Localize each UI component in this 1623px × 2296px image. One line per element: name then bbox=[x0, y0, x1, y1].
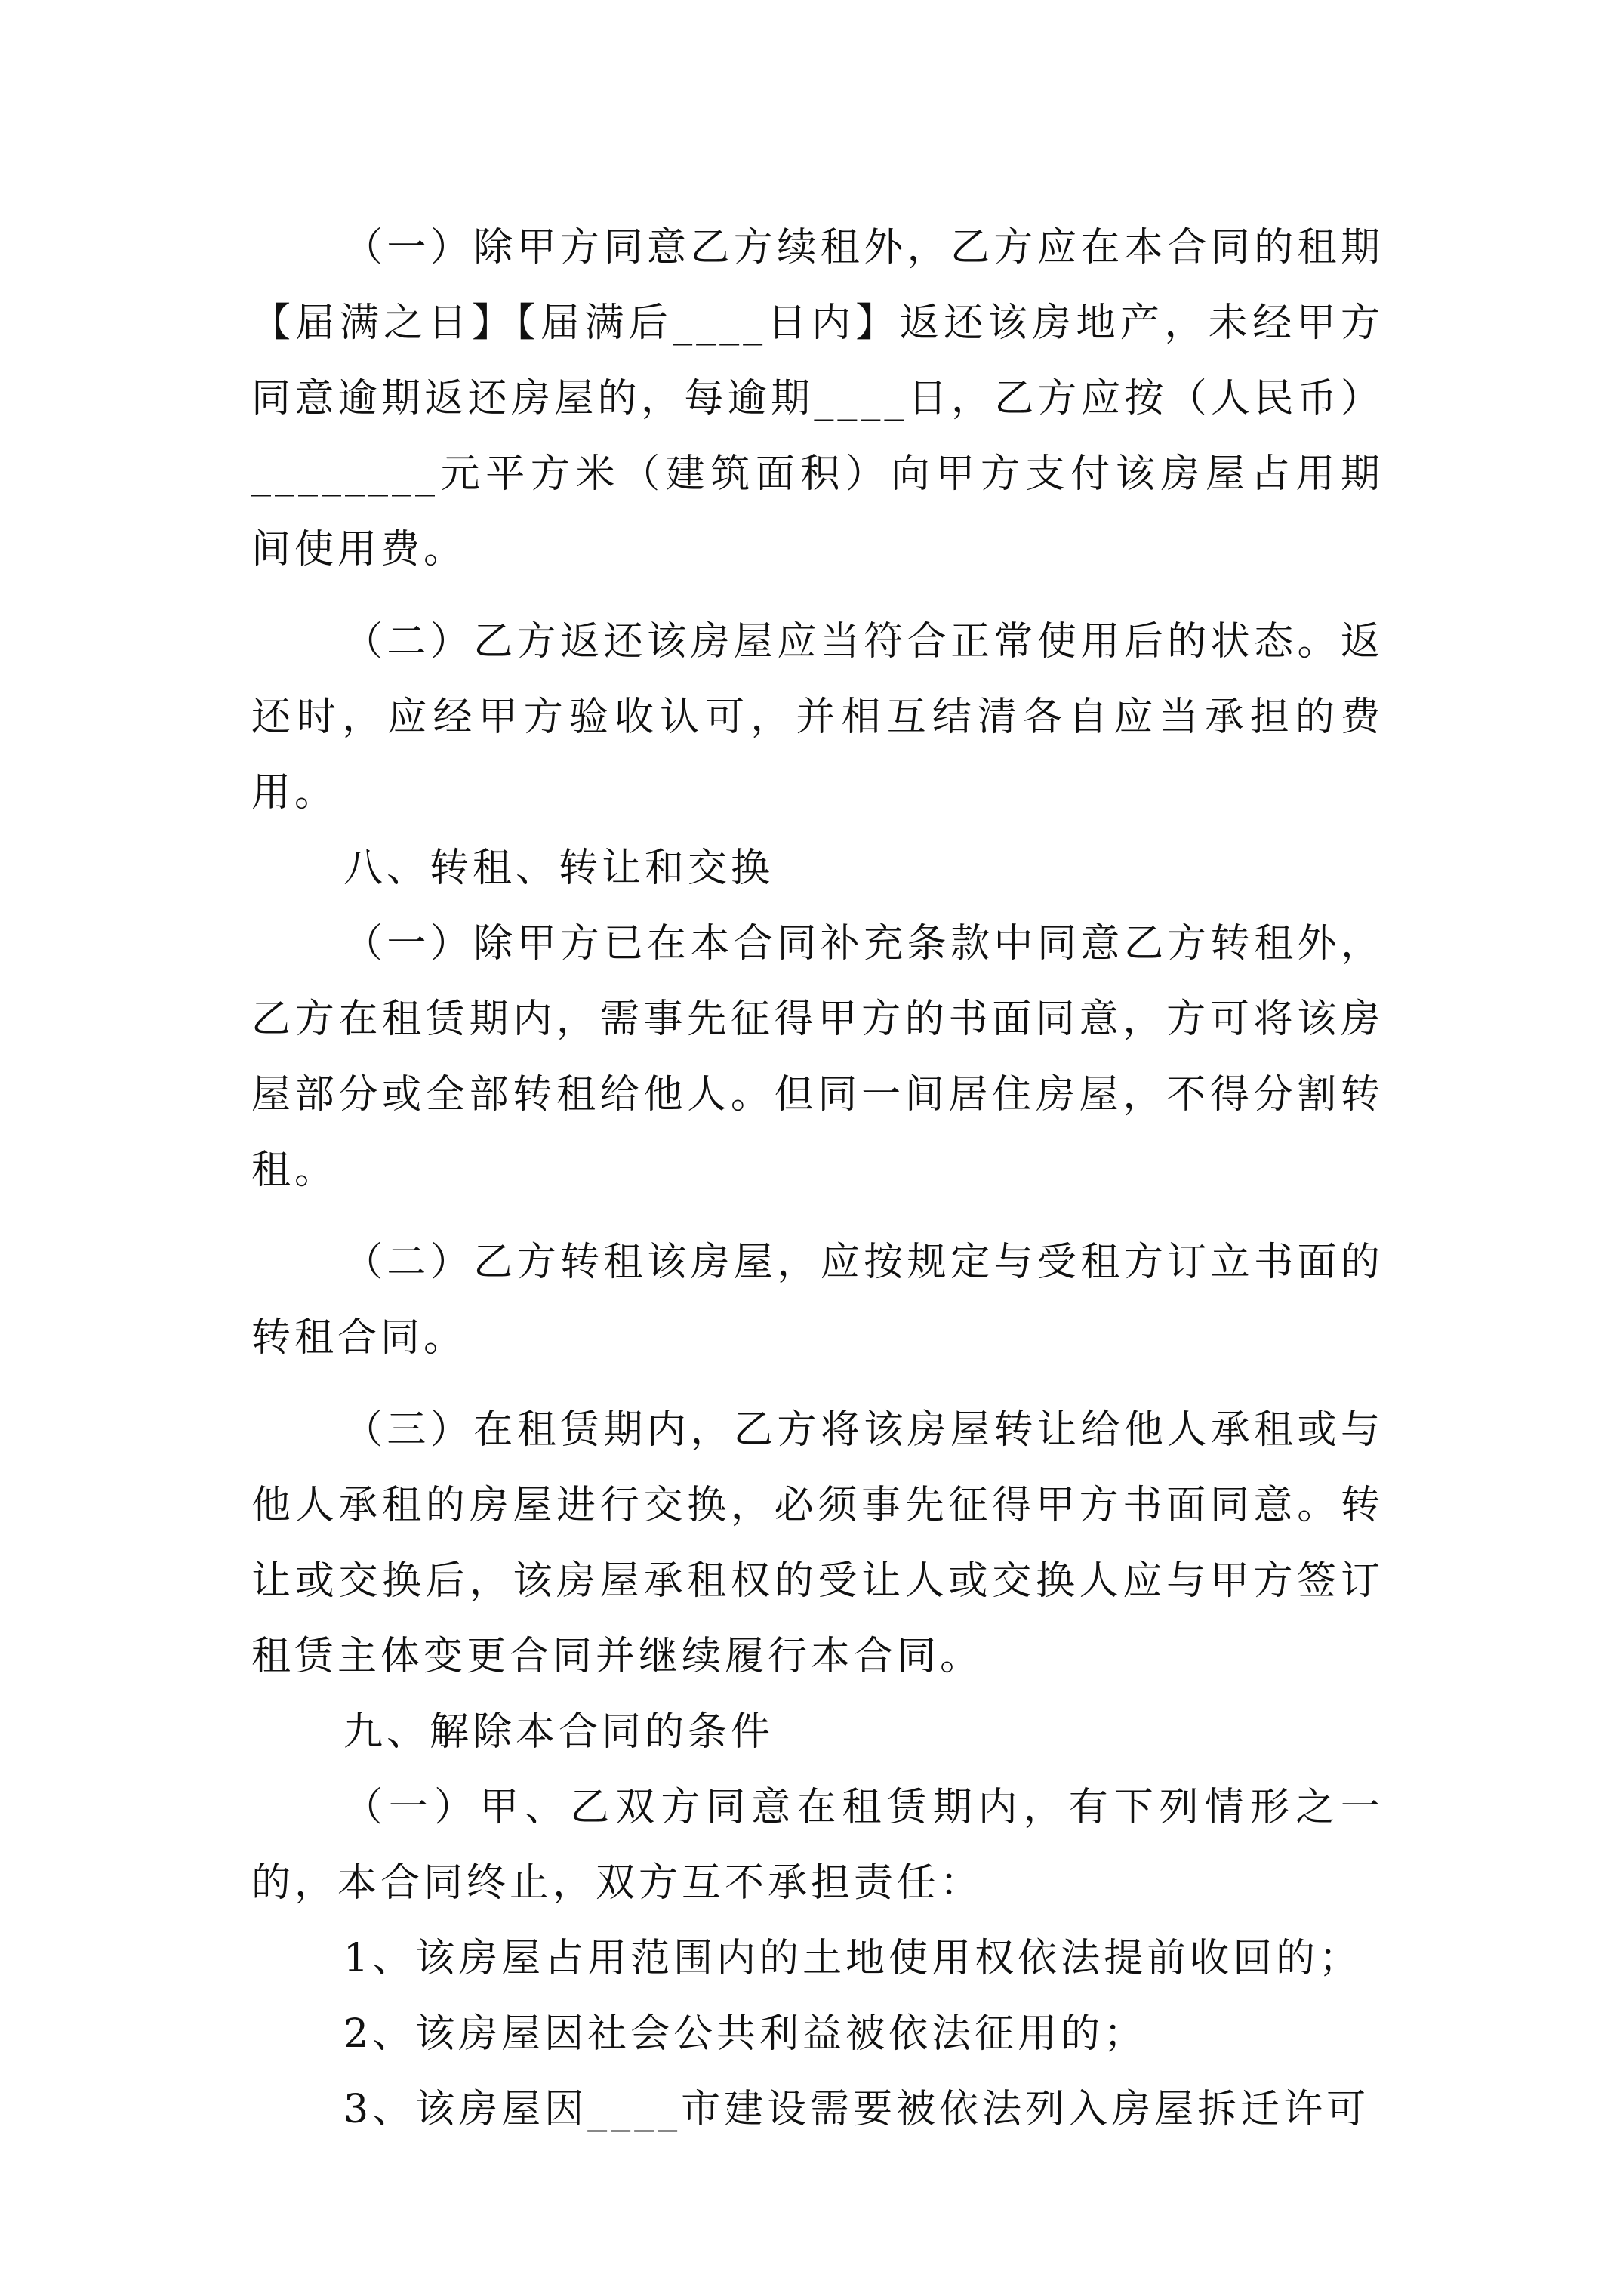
clause-7-1-paragraph: （一）除甲方同意乙方续租外，乙方应在本合同的租期【届满之日】【届满后____日内】返还该房地产，未经甲方同意逾期返还房屋的，每逾期____日，乙方应按（人民币）________元平方米（建筑面积）向甲方支付该房屋占用期间使用费。 bbox=[251, 225, 1384, 572]
contract-text bbox=[251, 210, 1384, 2147]
list-item-3: 3、该房屋因____市建设需要被依法列入房屋拆迁许可 bbox=[343, 2087, 1370, 2132]
clause-7-2-paragraph: （二）乙方返还该房屋应当符合正常使用后的状态。返还时，应经甲方验收认可，并相互结清各自应当承担的费用。 bbox=[251, 619, 1384, 815]
clause-9-1-paragraph: （一）甲、乙双方同意在租赁期内，有下列情形之一的，本合同终止，双方互不承担责任： bbox=[251, 1785, 1384, 1906]
section-9-heading: 九、解除本合同的条件 bbox=[343, 1709, 775, 1755]
list-item-2: 2、该房屋因社会公共利益被依法征用的； bbox=[343, 2011, 1147, 2057]
clause-8-2-paragraph: （二）乙方转租该房屋，应按规定与受租方订立书面的转租合同。 bbox=[251, 1240, 1384, 1361]
clause-8-3-paragraph: （三）在租赁期内，乙方将该房屋转让给他人承租或与他人承租的房屋进行交换，必须事先征得甲方书面同意。转让或交换后，该房屋承租权的受让人或交换人应与甲方签订租赁主体变更合同并继续履行本合同。 bbox=[251, 1407, 1384, 1679]
section-8-heading: 八、转租、转让和交换 bbox=[343, 846, 775, 891]
list-item-1: 1、该房屋占用范围内的土地使用权依法提前收回的； bbox=[343, 1936, 1363, 1981]
clause-8-1-paragraph: （一）除甲方已在本合同补充条款中同意乙方转租外，乙方在租赁期内，需事先征得甲方的书面同意，方可将该房屋部分或全部转租给他人。但同一间居住房屋，不得分割转租。 bbox=[251, 921, 1384, 1193]
